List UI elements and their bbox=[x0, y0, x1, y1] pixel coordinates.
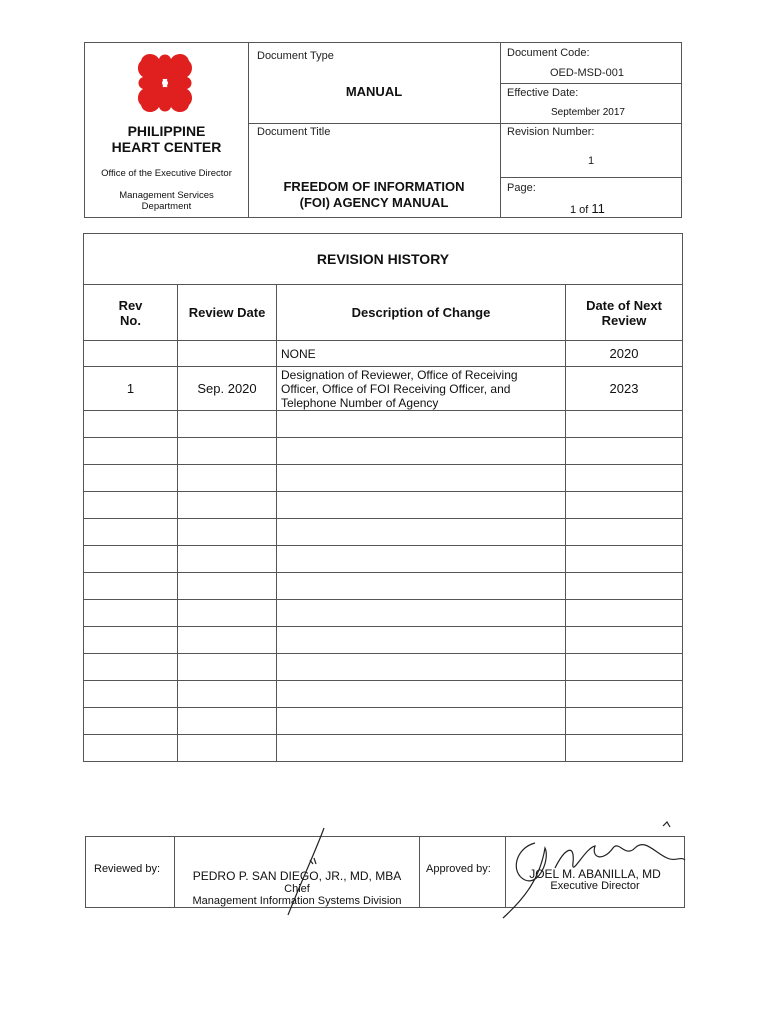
page-total: 11 bbox=[591, 201, 605, 216]
approved-by-label: Approved by: bbox=[426, 863, 491, 875]
reviewer-signature bbox=[260, 820, 340, 930]
document-code-value: OED-MSD-001 bbox=[550, 67, 624, 79]
table-row-empty bbox=[84, 411, 683, 438]
column-header-description: Description of Change bbox=[277, 285, 566, 341]
org-name-line2: HEART CENTER bbox=[111, 139, 222, 155]
revision-number-label: Revision Number: bbox=[507, 126, 595, 138]
document-title-line1: FREEDOM OF INFORMATION bbox=[283, 179, 465, 194]
table-row-empty bbox=[84, 627, 683, 654]
approver-title: Executive Director bbox=[550, 880, 640, 892]
revision-history-table bbox=[83, 233, 683, 762]
reviewer-title: Chief bbox=[284, 883, 310, 895]
office-name: Office of the Executive Director bbox=[101, 168, 232, 179]
table-row-empty bbox=[84, 546, 683, 573]
cell-rev: 1 bbox=[84, 367, 178, 411]
department-line2: Department bbox=[141, 201, 192, 212]
table-row-empty bbox=[84, 735, 683, 762]
org-name-line1: PHILIPPINE bbox=[127, 123, 206, 139]
revision-history-title: REVISION HISTORY bbox=[84, 234, 683, 285]
revision-number-value: 1 bbox=[588, 155, 595, 167]
document-header bbox=[84, 42, 682, 218]
column-header-review-date: Review Date bbox=[178, 285, 277, 341]
table-row-empty bbox=[84, 708, 683, 735]
document-title-label: Document Title bbox=[257, 126, 331, 138]
cell-date: Sep. 2020 bbox=[178, 367, 277, 411]
column-header-rev: Rev No. bbox=[84, 285, 178, 341]
table-row-empty bbox=[84, 681, 683, 708]
effective-date-value: September 2017 bbox=[551, 107, 625, 118]
document-title-line2: (FOI) AGENCY MANUAL bbox=[299, 195, 449, 210]
cell-date bbox=[178, 341, 277, 367]
table-row-empty bbox=[84, 465, 683, 492]
effective-date-label: Effective Date: bbox=[507, 87, 579, 99]
reviewed-by-label: Reviewed by: bbox=[94, 863, 161, 875]
cell-description: Designation of Reviewer, Office of Receiving Officer, Office of FOI Receiving Officer, and Telephone Number of Agency bbox=[277, 367, 566, 411]
department-line1: Management Services bbox=[119, 190, 214, 201]
table-row-empty bbox=[84, 438, 683, 465]
table-row bbox=[84, 341, 683, 367]
heart-center-logo bbox=[129, 51, 201, 117]
approver-signature bbox=[495, 818, 695, 924]
table-row-empty bbox=[84, 600, 683, 627]
cell-next: 2023 bbox=[566, 367, 683, 411]
cell-next: 2020 bbox=[566, 341, 683, 367]
table-row-empty bbox=[84, 573, 683, 600]
page-prefix: 1 of bbox=[570, 204, 589, 216]
reviewer-division: Management Information Systems Division bbox=[192, 895, 402, 907]
page-indicator bbox=[570, 201, 605, 216]
table-row-empty bbox=[84, 654, 683, 681]
page-label: Page: bbox=[507, 182, 536, 194]
approver-name: JOEL M. ABANILLA, MD bbox=[529, 867, 661, 881]
document-type-value: MANUAL bbox=[345, 84, 403, 99]
document-type-label: Document Type bbox=[257, 50, 334, 62]
reviewer-name: PEDRO P. SAN DIEGO, JR., MD, MBA bbox=[192, 869, 402, 883]
cell-description: NONE bbox=[277, 341, 566, 367]
table-row-empty bbox=[84, 492, 683, 519]
table-row-empty bbox=[84, 519, 683, 546]
column-header-next-review: Date of Next Review bbox=[566, 285, 683, 341]
cell-rev bbox=[84, 341, 178, 367]
table-row bbox=[84, 367, 683, 411]
document-code-label: Document Code: bbox=[507, 47, 590, 59]
